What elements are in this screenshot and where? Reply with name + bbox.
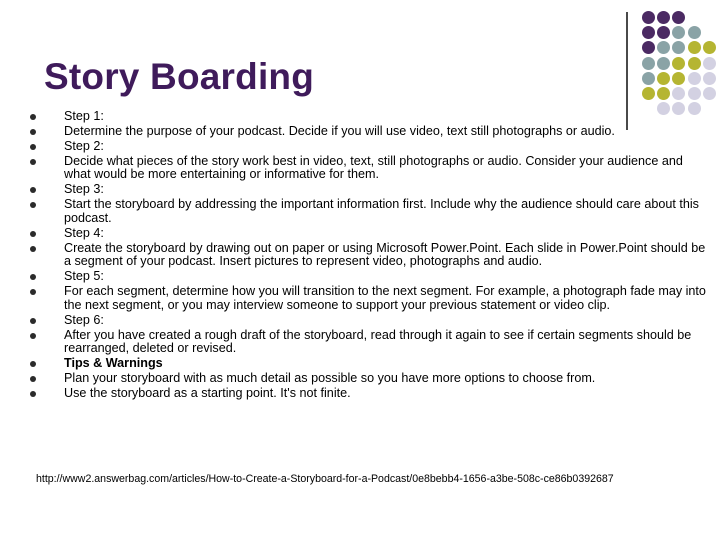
- list-item: [30, 198, 710, 225]
- decorative-dot: [688, 87, 701, 100]
- list-item-text: Step 3:: [64, 182, 104, 197]
- list-item-text: Create the storyboard by drawing out on paper or using Microsoft Power.Point. Each slide in Power.Point should be a segment of your podcast. Insert pictures to represent video, photographs and audio.: [64, 240, 706, 269]
- decorative-dot: [703, 41, 716, 54]
- slide-title: Story Boarding: [44, 56, 315, 97]
- list-item: [30, 140, 710, 153]
- list-item: [30, 314, 710, 327]
- decorative-dot: [657, 57, 670, 70]
- decorative-dot: [657, 87, 670, 100]
- list-item: [30, 270, 710, 283]
- decorative-dot: [657, 11, 670, 24]
- decorative-dot: [657, 26, 670, 39]
- bullet-icon: [30, 129, 36, 135]
- decorative-dot: [642, 26, 655, 39]
- list-item-text: Step 5:: [64, 269, 104, 284]
- decorative-dot: [672, 57, 685, 70]
- bullet-icon: [30, 376, 36, 382]
- decorative-dot: [688, 26, 701, 39]
- decorative-dot: [688, 41, 701, 54]
- bullet-icon: [30, 231, 36, 237]
- decorative-dot: [672, 72, 685, 85]
- decorative-dot: [657, 41, 670, 54]
- bullet-icon: [30, 361, 36, 367]
- list-item: [30, 329, 710, 356]
- bullet-icon: [30, 333, 36, 339]
- decorative-dot: [657, 72, 670, 85]
- decorative-dot: [642, 57, 655, 70]
- bullet-icon: [30, 144, 36, 150]
- decorative-dot: [672, 11, 685, 24]
- bullet-icon: [30, 391, 36, 397]
- decorative-dot: [688, 72, 701, 85]
- list-item: [30, 183, 710, 196]
- bullet-icon: [30, 202, 36, 208]
- list-item-text: Use the storyboard as a starting point. It's not finite.: [64, 386, 351, 401]
- bullet-icon: [30, 274, 36, 280]
- list-item: [30, 242, 710, 269]
- list-item: [30, 110, 710, 123]
- list-item: [30, 285, 710, 312]
- list-item-text: Start the storyboard by addressing the important information first. Include why the audience should care about this podcast.: [64, 197, 699, 225]
- decorative-dot: [642, 41, 655, 54]
- list-item-text: Tips & Warnings: [64, 356, 163, 371]
- decorative-dot: [642, 87, 655, 100]
- list-item: [30, 357, 710, 370]
- list-item-text: Step 1:: [64, 109, 104, 123]
- decorative-dot: [672, 87, 685, 100]
- bullet-icon: [30, 114, 36, 120]
- list-item-text: Plan your storyboard with as much detail as possible so you have more options to choose from.: [64, 371, 596, 386]
- list-item-text: After you have created a rough draft of the storyboard, read through it again to see if certain segments should be rearranged, deleted or revised.: [64, 327, 692, 356]
- list-item: [30, 387, 710, 400]
- list-item-text: Determine the purpose of your podcast. Decide if you will use video, text still photographs or audio.: [64, 124, 615, 138]
- bullet-list: [30, 110, 710, 402]
- list-item-text: Step 2:: [64, 139, 104, 153]
- decorative-dot: [642, 72, 655, 85]
- list-item-text: Decide what pieces of the story work best in video, text, still photographs or audio. Consider your audience and what would be more entertaining or informative for them.: [64, 154, 683, 182]
- list-item: [30, 372, 710, 385]
- bullet-icon: [30, 246, 36, 252]
- decorative-dot: [703, 57, 716, 70]
- list-item-text: Step 4:: [64, 225, 104, 240]
- list-item: [30, 227, 710, 240]
- bullet-icon: [30, 289, 36, 295]
- list-item-text: For each segment, determine how you will transition to the next segment. For example, a photograph fade may into the next segment, or you may interview someone to support your previous statement or video clip.: [64, 284, 706, 312]
- decorative-dot: [703, 72, 716, 85]
- decorative-dot: [672, 41, 685, 54]
- list-item-text: Step 6:: [64, 312, 104, 327]
- list-item: [30, 155, 710, 182]
- decorative-dot: [688, 57, 701, 70]
- bullet-icon: [30, 159, 36, 165]
- bullet-icon: [30, 187, 36, 193]
- decorative-dot: [642, 11, 655, 24]
- source-url: http://www2.answerbag.com/articles/How-to-Create-a-Storyboard-for-a-Podcast/0e8bebb4-1656-a3be-508c-ce86b0392687: [36, 473, 614, 485]
- bullet-icon: [30, 318, 36, 324]
- list-item: [30, 125, 710, 138]
- decorative-dot: [703, 87, 716, 100]
- decorative-dot: [672, 26, 685, 39]
